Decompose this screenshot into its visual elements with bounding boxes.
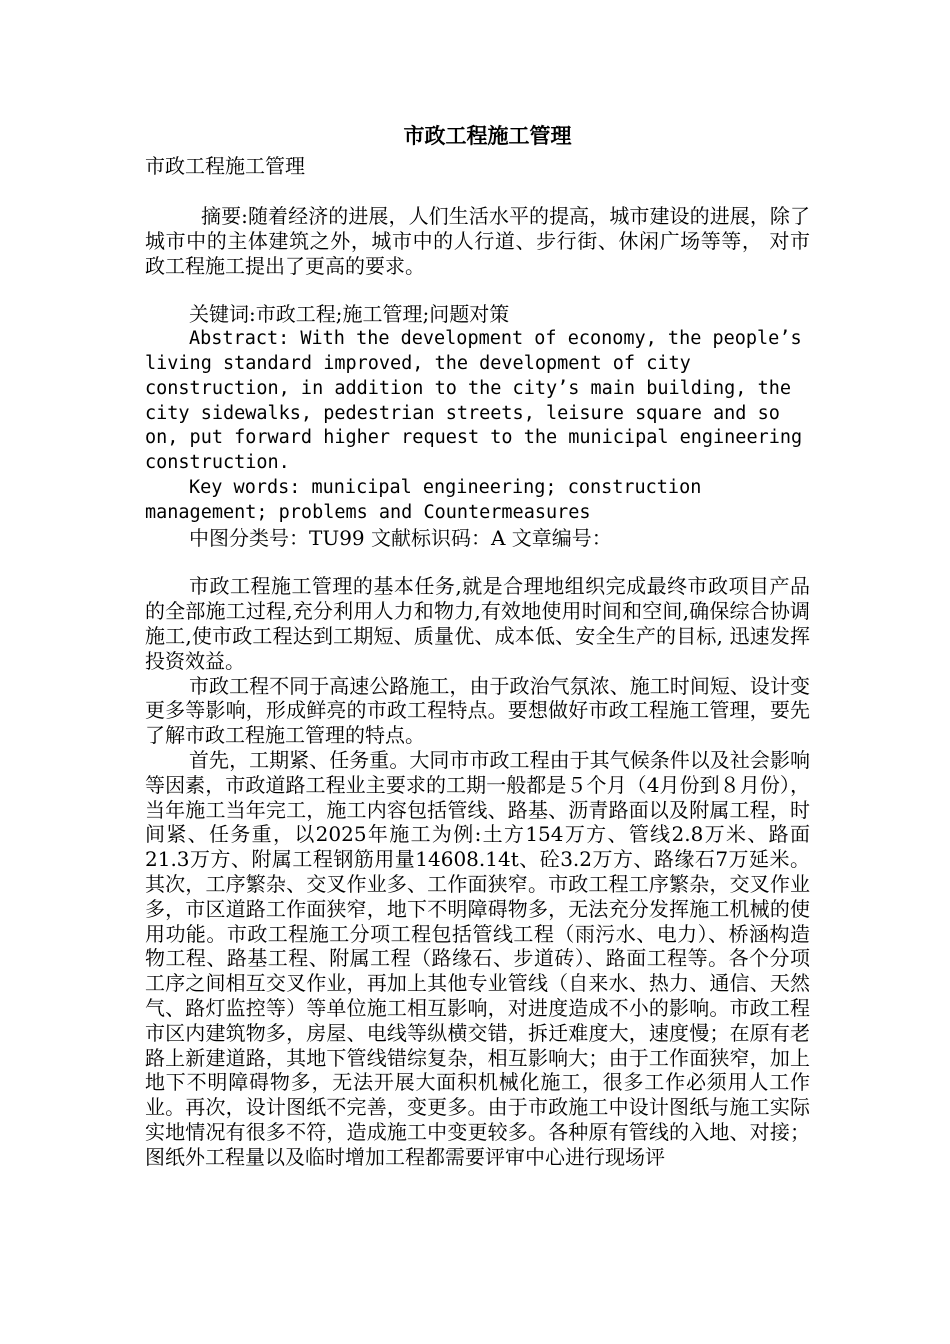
keywords-english: Key words: municipal engineering; construction management; problems and Countermeasures (145, 476, 702, 523)
keywords-chinese: 关键词:市政工程;施工管理;问题对策 (189, 302, 510, 327)
abstract-chinese: 摘要:随着经济的进展，人们生活水平的提高，城市建设的进展，除了城市中的主体建筑之外，城市中的人行道、步行街、休闲广场等等， 对市政工程施工提出了更高的要求。 (145, 204, 810, 278)
abstract-english: Abstract: With the development of economy, the people’s living standard improved, the development of city construction, in addition to the city’s main building, the city sidewalks, pedestrian streets, leisure square and so on, put forward higher request to the municipal engineering construction. (145, 328, 803, 474)
body-text (145, 574, 810, 1169)
document-subtitle: 市政工程施工管理 (145, 154, 305, 178)
document-page (145, 118, 810, 1169)
body-paragraph: 市政工程不同于高速公路施工，由于政治气氛浓、施工时间短、设计变更多等影响，形成鲜亮的市政工程特点。要想做好市政工程施工管理，要先了解市政工程施工管理的特点。 (145, 673, 810, 748)
classification-line: 中图分类号：TU99 文献标识码：A 文章编号： (189, 525, 612, 550)
document-title: 市政工程施工管理 (403, 123, 572, 148)
body-paragraph: 市政工程施工管理的基本任务,就是合理地组织完成最终市政项目产品的全部施工过程,充分利用人力和物力,有效地使用时间和空间,确保综合协调施工,使市政工程达到工期短、质量优、成本低、安全生产的目标, 迅速发挥投资效益。 (145, 574, 810, 673)
body-paragraph: 首先，工期紧、任务重。大同市市政工程由于其气候条件以及社会影响等因素，市政道路工程业主要求的工期一般都是５个月（4月份到８月份），当年施工当年完工，施工内容包括管线、路基、沥青路面以及附属工程，时间紧、任务重，以2025年施工为例:土方154万方、管线2.8万米、路面21.3万方、附属工程钢筋用量14608.14t、砼3.2万方、路缘石7万延米。其次，工序繁杂、交叉作业多、工作面狭窄。市政工程工序繁杂，交叉作业多，市区道路工作面狭窄，地下不明障碍物多，无法充分发挥施工机械的使用功能。市政工程施工分项工程包括管线工程（雨污水、电力）、桥涵构造物工程、路基工程、附属工程（路缘石、步道砖）、路面工程等。各个分项工序之间相互交叉作业，再加上其他专业管线（自来水、热力、通信、天然气、路灯监控等）等单位施工相互影响，对进度造成不小的影响。市政工程市区内建筑物多，房屋、电线等纵横交错，拆迁难度大，速度慢；在原有老路上新建道路，其地下管线错综复杂，相互影响大；由于工作面狭窄，加上地下不明障碍物多，无法开展大面积机械化施工，很多工作必须用人工作业。再次，设计图纸不完善，变更多。由于市政施工中设计图纸与施工实际实地情况有很多不符，造成施工中变更较多。各种原有管线的入地、对接；图纸外工程量以及临时增加工程都需要评审中心进行现场评 (145, 747, 810, 1169)
